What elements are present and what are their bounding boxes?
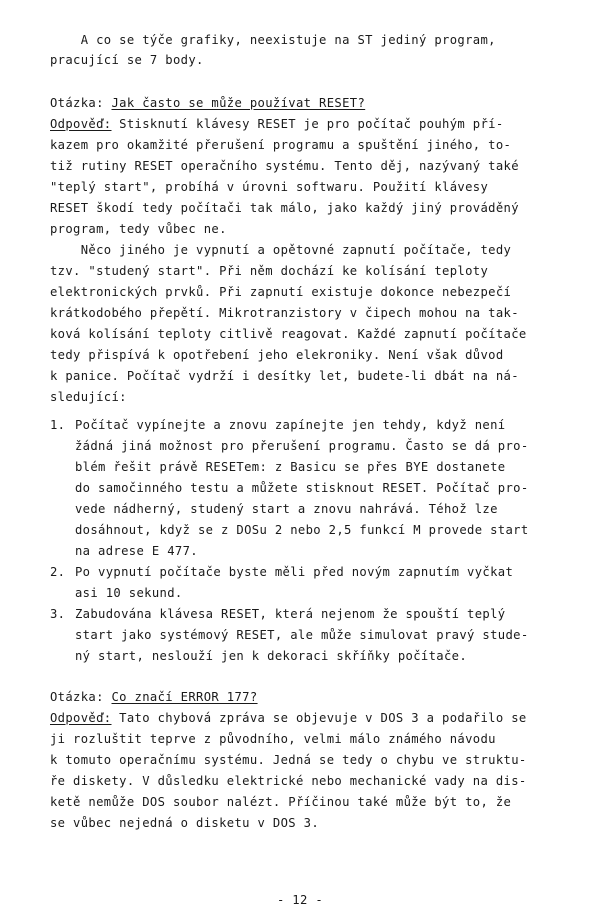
answer-line: ře diskety. V důsledku elektrické nebo mechanické vady na dis-: [50, 774, 527, 788]
answer-line: "teplý start", probíhá v úrovni softwaru. Použití klávesy: [50, 180, 489, 194]
question-2: [50, 690, 258, 704]
list-item-line: Počítač vypínejte a znovu zapínejte jen tehdy, když není: [75, 418, 506, 432]
list-item-line: dosáhnout, když se z DOSu 2 nebo 2,5 funkcí M provede start: [75, 523, 529, 537]
list-item-line: vede nádherný, studený start a znovu nahrává. Téhož lze: [75, 502, 498, 516]
list-number: 2.: [50, 565, 66, 579]
list-item-line: na adrese E 477.: [75, 544, 198, 558]
answer-line: RESET škodí tedy počítači tak málo, jako každý jiný prováděný: [50, 201, 519, 215]
list-number: 1.: [50, 418, 66, 432]
answer-line: elektronických prvků. Při zapnutí existuje dokonce nebezpečí: [50, 285, 512, 299]
answer-line: ková kolísání teploty citlivě reagovat. Každé zapnutí počítače: [50, 327, 527, 341]
list-item-line: žádná jiná možnost pro přerušení programu. Často se dá pro-: [75, 439, 529, 453]
answer-line: kazem pro okamžité přerušení programu a spuštění jiného, to-: [50, 138, 512, 152]
list-item-line: Zabudována klávesa RESET, která nejenom že spouští teplý: [75, 607, 506, 621]
answer-text: Tato chybová zpráva se objevuje v DOS 3 a podařilo se: [111, 711, 527, 725]
answer-line: se vůbec nejedná o disketu v DOS 3.: [50, 816, 320, 830]
intro-line: A co se týče grafiky, neexistuje na ST jediný program,: [50, 33, 496, 47]
answer-line: k tomuto operačnímu systému. Jedná se tedy o chybu ve struktu-: [50, 753, 527, 767]
answer-line: k panice. Počítač vydrží i desítky let, budete-li dbát na ná-: [50, 369, 519, 383]
question-text: Jak často se může používat RESET?: [111, 96, 366, 110]
question-1: [50, 96, 365, 110]
page-number: - 12 -: [276, 893, 324, 907]
answer-line: sledující:: [50, 390, 127, 404]
answer-text: Stisknutí klávesy RESET je pro počítač pouhým pří-: [111, 117, 504, 131]
question-label: Otázka:: [50, 96, 112, 110]
answer-line: ji rozluštit teprve z původního, velmi málo známého návodu: [50, 732, 496, 746]
answer-line: tzv. "studený start". Při něm dochází ke kolísání teploty: [50, 264, 489, 278]
list-item-line: asi 10 sekund.: [75, 586, 183, 600]
list-item-line: do samočinného testu a můžete stisknout RESET. Počítač pro-: [75, 481, 529, 495]
answer-line: Něco jiného je vypnutí a opětovné zapnutí počítače, tedy: [50, 243, 512, 257]
list-item-line: ný start, neslouží jen k dekoraci skříňky počítače.: [75, 649, 468, 663]
list-item-line: Po vypnutí počítače byste měli před novým zapnutím vyčkat: [75, 565, 514, 579]
list-number: 3.: [50, 607, 66, 621]
answer-2-first-line: [50, 711, 527, 725]
answer-label: Odpověď:: [50, 117, 112, 131]
list-item-line: blém řešit právě RESETem: z Basicu se přes BYE dostanete: [75, 460, 506, 474]
question-label: Otázka:: [50, 690, 112, 704]
answer-line: tiž rutiny RESET operačního systému. Tento děj, nazývaný také: [50, 159, 519, 173]
answer-line: krátkodobého přepětí. Mikrotranzistory v čipech mohou na tak-: [50, 306, 519, 320]
question-text: Co značí ERROR 177?: [111, 690, 258, 704]
answer-line: tedy přispívá k opotřebení jeho elekroniky. Není však důvod: [50, 348, 504, 362]
answer-line: program, tedy vůbec ne.: [50, 222, 227, 236]
list-item-line: start jako systémový RESET, ale může simulovat pravý stude-: [75, 628, 529, 642]
intro-line: pracující se 7 body.: [50, 53, 204, 67]
answer-line: ketě nemůže DOS soubor nalézt. Příčinou také může být to, že: [50, 795, 512, 809]
answer-1-first-line: [50, 117, 504, 131]
answer-label: Odpověď:: [50, 711, 112, 725]
